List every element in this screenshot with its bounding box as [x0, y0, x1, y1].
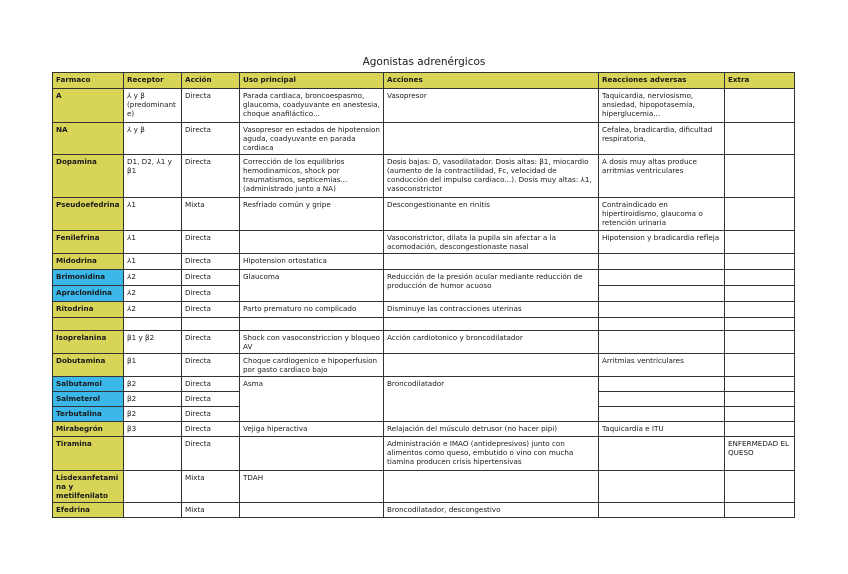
- receptor-cell: ⅄ y β (predominant e): [124, 89, 182, 123]
- acciones-cell: [384, 123, 599, 155]
- accion-cell: Directa: [182, 89, 240, 123]
- reacciones-cell: Cefalea, bradicardia, dificultad respiratoria,: [599, 123, 725, 155]
- separator-cell: [240, 318, 384, 331]
- accion-cell: Directa: [182, 155, 240, 198]
- extra-cell: [725, 377, 795, 392]
- uso-cell: TDAH: [240, 471, 384, 503]
- receptor-cell: ⅄ y β: [124, 123, 182, 155]
- acciones-cell: [384, 254, 599, 270]
- accion-cell: Directa: [182, 331, 240, 354]
- receptor-cell: ⅄2: [124, 302, 182, 318]
- document-title: Agonistas adrenérgicos: [362, 56, 486, 68]
- extra-cell: [725, 407, 795, 422]
- receptor-cell: D1, D2, ⅄1 y β1: [124, 155, 182, 198]
- extra-cell: [725, 302, 795, 318]
- acciones-cell: Acción cardiotonico y broncodilatador: [384, 331, 599, 354]
- receptor-cell: ⅄2: [124, 270, 182, 286]
- reacciones-cell: [599, 471, 725, 503]
- uso-cell: Parada cardiaca, broncoespasmo, glaucoma, coadyuvante en anestesia, choque anafiláctico...: [240, 89, 384, 123]
- receptor-cell: ⅄1: [124, 198, 182, 231]
- accion-cell: Directa: [182, 354, 240, 377]
- accion-cell: Directa: [182, 231, 240, 254]
- reacciones-cell: Hipotension y bradicardia refleja: [599, 231, 725, 254]
- receptor-cell: [124, 437, 182, 471]
- uso-cell: [240, 437, 384, 471]
- acciones-cell: Relajación del músculo detrusor (no hacer pipi): [384, 422, 599, 437]
- extra-cell: [725, 89, 795, 123]
- header-extra: Extra: [725, 73, 795, 89]
- drug-name: Brimonidina: [53, 270, 124, 286]
- drug-name: Lisdexanfetami na y metilfenilato: [53, 471, 124, 503]
- extra-cell: [725, 503, 795, 518]
- reacciones-cell: [599, 286, 725, 302]
- header-farmaco: Farmaco: [53, 73, 124, 89]
- table-row: [53, 270, 795, 286]
- accion-cell: Mixta: [182, 503, 240, 518]
- table-row: [53, 123, 795, 155]
- extra-cell: [725, 155, 795, 198]
- uso-cell: Vejiga hiperactiva: [240, 422, 384, 437]
- acciones-cell: [384, 471, 599, 503]
- reacciones-cell: Contraindicado en hipertiroidismo, glaucoma o retención urinaria: [599, 198, 725, 231]
- receptor-cell: β1: [124, 354, 182, 377]
- adrenergic-agonists-table: [52, 72, 795, 518]
- drug-name: Dobutamina: [53, 354, 124, 377]
- header-acciones: Acciones: [384, 73, 599, 89]
- separator-cell: [384, 318, 599, 331]
- reacciones-cell: [599, 270, 725, 286]
- separator-cell: [725, 318, 795, 331]
- uso-cell: Choque cardiogenico e hipoperfusion por gasto cardiaco bajo: [240, 354, 384, 377]
- drug-name: Ritodrina: [53, 302, 124, 318]
- header-accion: Acción: [182, 73, 240, 89]
- accion-cell: Directa: [182, 254, 240, 270]
- accion-cell: Directa: [182, 437, 240, 471]
- receptor-cell: β2: [124, 392, 182, 407]
- reacciones-cell: [599, 377, 725, 392]
- table-row: [53, 437, 795, 471]
- uso-cell: Resfriado común y gripe: [240, 198, 384, 231]
- uso-cell: Asma: [240, 377, 384, 422]
- extra-cell: [725, 392, 795, 407]
- extra-cell: ENFERMEDAD EL QUESO: [725, 437, 795, 471]
- drug-name: Efedrina: [53, 503, 124, 518]
- reacciones-cell: [599, 331, 725, 354]
- uso-cell: Vasopresor en estados de hipotension aguda, coadyuvante en parada cardiaca: [240, 123, 384, 155]
- receptor-cell: [124, 471, 182, 503]
- drug-name: Apraclonidina: [53, 286, 124, 302]
- table-row: [53, 471, 795, 503]
- separator-cell: [182, 318, 240, 331]
- reacciones-cell: [599, 302, 725, 318]
- reacciones-cell: Taquicardia e ITU: [599, 422, 725, 437]
- accion-cell: Directa: [182, 286, 240, 302]
- separator-cell: [599, 318, 725, 331]
- acciones-cell: [384, 354, 599, 377]
- drug-name: Terbutalina: [53, 407, 124, 422]
- reacciones-cell: [599, 254, 725, 270]
- table-row: [53, 198, 795, 231]
- receptor-cell: β2: [124, 407, 182, 422]
- receptor-cell: [124, 503, 182, 518]
- accion-cell: Directa: [182, 407, 240, 422]
- table-row: [53, 302, 795, 318]
- accion-cell: Mixta: [182, 471, 240, 503]
- uso-cell: [240, 503, 384, 518]
- extra-cell: [725, 331, 795, 354]
- reacciones-cell: [599, 392, 725, 407]
- extra-cell: [725, 123, 795, 155]
- separator-row: [53, 318, 795, 331]
- extra-cell: [725, 254, 795, 270]
- table-row: [53, 354, 795, 377]
- uso-cell: Corrección de los equilibrios hemodinamicos, shock por traumatismos, septicemias... (administrado junto a NA): [240, 155, 384, 198]
- reacciones-cell: A dosis muy altas produce arritmias ventriculares: [599, 155, 725, 198]
- acciones-cell: Disminuye las contracciones uterinas: [384, 302, 599, 318]
- table-row: [53, 377, 795, 392]
- accion-cell: Directa: [182, 422, 240, 437]
- acciones-cell: Reducción de la presión ocular mediante reducción de producción de humor acuoso: [384, 270, 599, 302]
- reacciones-cell: [599, 407, 725, 422]
- receptor-cell: ⅄1: [124, 254, 182, 270]
- drug-name: Mirabegrón: [53, 422, 124, 437]
- drug-name: Salmeterol: [53, 392, 124, 407]
- drug-name: Isoprelanina: [53, 331, 124, 354]
- table-row: [53, 422, 795, 437]
- acciones-cell: Broncodilatador: [384, 377, 599, 422]
- acciones-cell: Descongestionante en rinitis: [384, 198, 599, 231]
- acciones-cell: Vasoconstrictor, dilata la pupila sin afectar a la acomodación, descongestionaste nasal: [384, 231, 599, 254]
- uso-cell: Parto prematuro no complicado: [240, 302, 384, 318]
- separator-cell: [53, 318, 124, 331]
- header-reacciones: Reacciones adversas: [599, 73, 725, 89]
- reacciones-cell: [599, 503, 725, 518]
- accion-cell: Directa: [182, 302, 240, 318]
- reacciones-cell: Taquicardia, nerviosismo, ansiedad, hipopotasemia, hiperglucemia...: [599, 89, 725, 123]
- drug-name: Dopamina: [53, 155, 124, 198]
- acciones-cell: Administración e IMAO (antidepresivos) junto con alimentos como queso, embutido o vino con mucha tiamina producen crisis hipertensivas: [384, 437, 599, 471]
- extra-cell: [725, 198, 795, 231]
- receptor-cell: β1 y β2: [124, 331, 182, 354]
- drug-name: Salbutamol: [53, 377, 124, 392]
- reacciones-cell: [599, 437, 725, 471]
- accion-cell: Directa: [182, 270, 240, 286]
- acciones-cell: Vasopresor: [384, 89, 599, 123]
- table-row: [53, 254, 795, 270]
- table-row: [53, 155, 795, 198]
- separator-cell: [124, 318, 182, 331]
- header-row: [53, 73, 795, 89]
- table-row: [53, 331, 795, 354]
- table-row: [53, 503, 795, 518]
- accion-cell: Directa: [182, 377, 240, 392]
- uso-cell: Glaucoma: [240, 270, 384, 302]
- receptor-cell: β3: [124, 422, 182, 437]
- uso-cell: Shock con vasoconstriccion y bloqueo AV: [240, 331, 384, 354]
- table-row: [53, 231, 795, 254]
- drug-name: Midodrina: [53, 254, 124, 270]
- acciones-cell: Broncodilatador, descongestivo: [384, 503, 599, 518]
- reacciones-cell: Arritmias ventriculares: [599, 354, 725, 377]
- header-uso: Uso principal: [240, 73, 384, 89]
- extra-cell: [725, 286, 795, 302]
- receptor-cell: ⅄2: [124, 286, 182, 302]
- table-row: [53, 89, 795, 123]
- uso-cell: [240, 231, 384, 254]
- accion-cell: Directa: [182, 392, 240, 407]
- drug-name: NA: [53, 123, 124, 155]
- extra-cell: [725, 231, 795, 254]
- drug-name: A: [53, 89, 124, 123]
- receptor-cell: ⅄1: [124, 231, 182, 254]
- drug-name: Pseudoefedrina: [53, 198, 124, 231]
- extra-cell: [725, 471, 795, 503]
- acciones-cell: Dosis bajas: D, vasodilatador. Dosis altas: β1, miocardio (aumento de la contractilidad, Fc, velocidad de conducción del impulso cardiaco...). Dosis muy altas: ⅄1, vasoconstrictor: [384, 155, 599, 198]
- header-receptor: Receptor: [124, 73, 182, 89]
- receptor-cell: β2: [124, 377, 182, 392]
- extra-cell: [725, 422, 795, 437]
- extra-cell: [725, 270, 795, 286]
- uso-cell: Hipotension ortostatica: [240, 254, 384, 270]
- extra-cell: [725, 354, 795, 377]
- drug-name: Tiramina: [53, 437, 124, 471]
- drug-name: Fenilefrina: [53, 231, 124, 254]
- accion-cell: Directa: [182, 123, 240, 155]
- accion-cell: Mixta: [182, 198, 240, 231]
